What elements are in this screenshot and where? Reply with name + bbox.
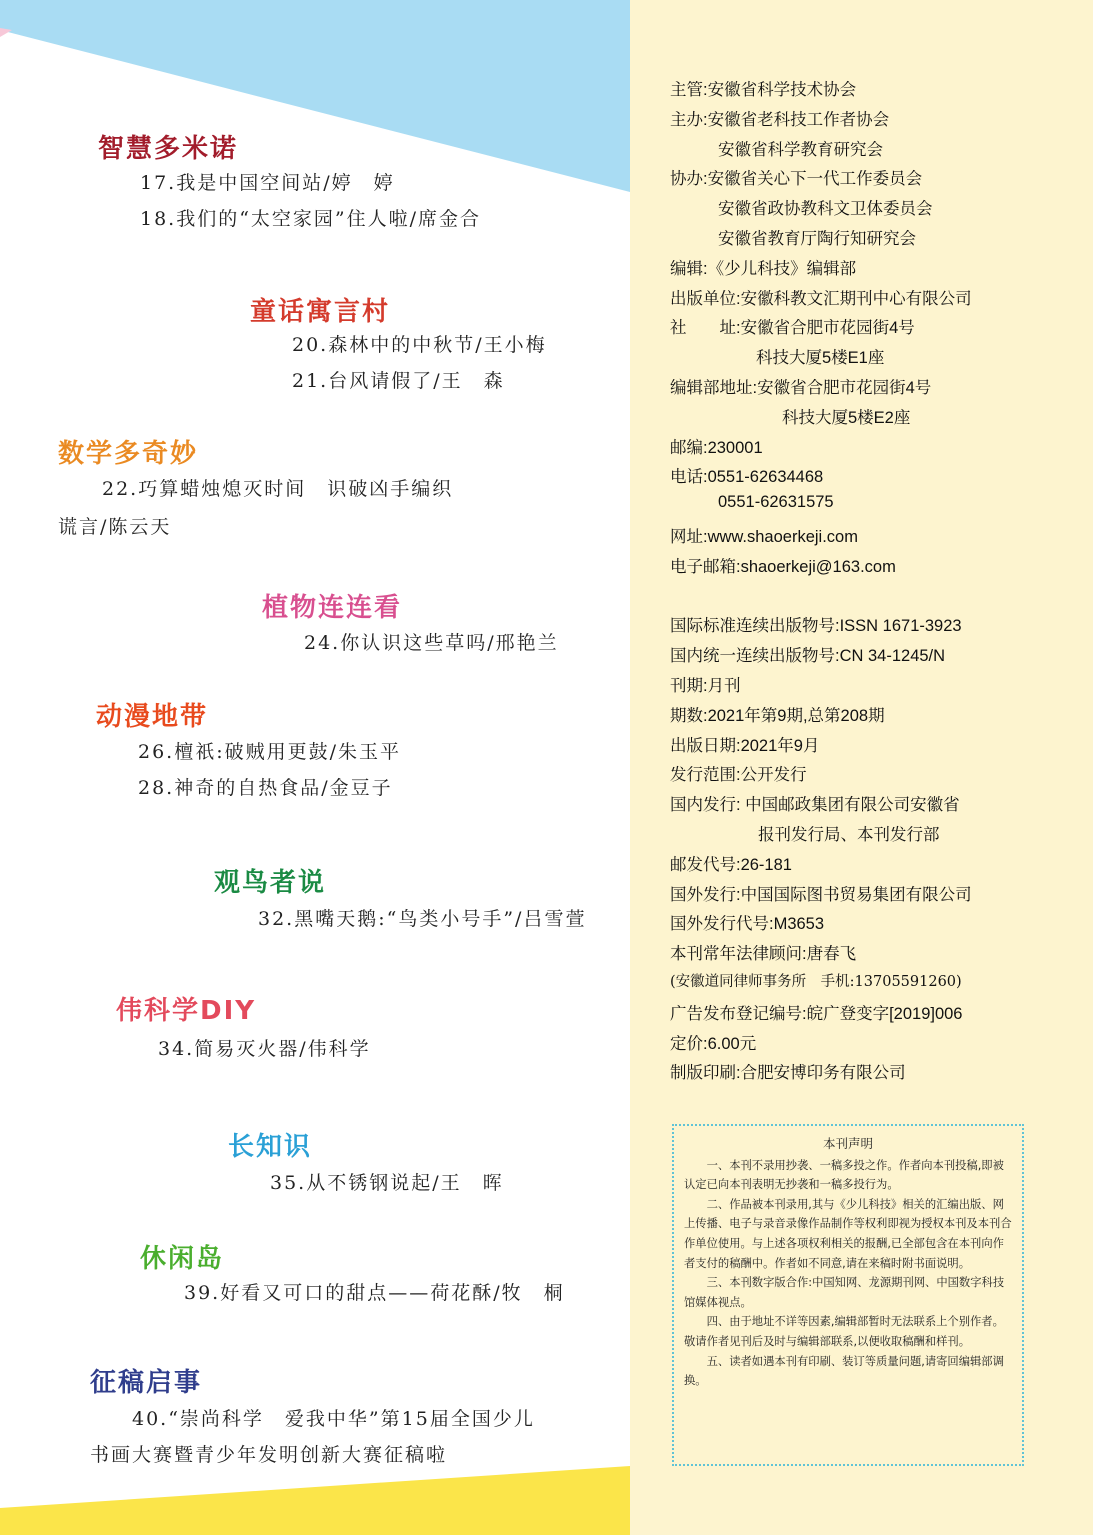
toc-entry: 34.简易灭火器/伟科学	[158, 1038, 371, 1060]
info-line: 出版单位:安徽科教文汇期刊中心有限公司	[670, 289, 972, 308]
info-line: 制版印刷:合肥安博印务有限公司	[670, 1064, 906, 1083]
section-title: 童话寓言村	[250, 297, 391, 327]
section-title: 长知识	[228, 1132, 313, 1162]
info-line: 出版日期:2021年9月	[670, 736, 820, 755]
info-line: 主办:安徽省老科技工作者协会	[670, 110, 890, 129]
info-line: 主管:安徽省科学技术协会	[670, 81, 857, 99]
info-line: 国内发行: 中国邮政集团有限公司安徽省	[670, 796, 960, 815]
toc-entry: 28.神奇的自热食品/金豆子	[138, 777, 393, 799]
info-line: 0551-62631575	[718, 493, 834, 512]
notice-box	[672, 1124, 1024, 1466]
info-line: 科技大厦5楼E1座	[756, 349, 885, 368]
info-line: 期数:2021年第9期,总第208期	[670, 706, 885, 725]
info-line: 邮发代号:26-181	[670, 855, 792, 874]
info-line: 本刊常年法律顾问:唐春飞	[670, 945, 857, 964]
info-line: 编辑部地址:安徽省合肥市花园街4号	[670, 379, 932, 397]
info-line: 国际标准连续出版物号:ISSN 1671-3923	[670, 617, 962, 636]
info-line: (安徽道同律师事务所 手机:13705591260)	[670, 974, 962, 990]
notice-paragraph: 二、作品被本刊录用,其与《少儿科技》相关的汇编出版、网上传播、电子与录音录像作品制作等权利即视为授权本刊及本刊合作单位使用。与上述各项权利相关的报酬,已全部包含在本刊向作者支付的稿酬中。作者如不同意,请在来稿时附书面说明。	[684, 1197, 1012, 1270]
info-line: 广告发布登记编号:皖广登变字[2019]006	[670, 1004, 963, 1023]
toc-entry: 书画大赛暨青少年发明创新大赛征稿啦	[90, 1444, 448, 1466]
notice-paragraph: 五、读者如遇本刊有印刷、装订等质量问题,请寄回编辑部调换。	[684, 1354, 1004, 1388]
toc-entry: 21.台风请假了/王 森	[292, 370, 505, 392]
notice-title: 本刊声明	[822, 1136, 873, 1151]
toc-entry: 39.好看又可口的甜点——荷花酥/牧 桐	[184, 1282, 565, 1304]
toc-entry: 18.我们的“太空家园”住人啦/席金合	[140, 208, 482, 230]
info-line: 安徽省教育厅陶行知研究会	[718, 230, 916, 248]
toc-entry: 26.檀祇:破贼用更鼓/朱玉平	[138, 741, 402, 763]
info-line: 邮编:230001	[670, 438, 763, 457]
section-title: 伟科学DIY	[116, 996, 257, 1026]
section-title: 数学多奇妙	[58, 439, 199, 469]
notice-paragraph: 四、由于地址不详等因素,编辑部暂时无法联系上个别作者。敬请作者见刊后及时与编辑部联系,以便收取稿酬和样刊。	[684, 1315, 1004, 1348]
info-line: 安徽省科学教育研究会	[718, 140, 883, 159]
info-line: 安徽省政协教科文卫体委员会	[718, 200, 933, 219]
info-line: 编辑:《少儿科技》编辑部	[670, 259, 857, 278]
notice-paragraph: 一、本刊不录用抄袭、一稿多投之作。作者向本刊投稿,即被认定已向本刊表明无抄袭和一稿多投行为。	[684, 1158, 1004, 1192]
info-line: 国外发行:中国国际图书贸易集团有限公司	[670, 885, 972, 904]
notice-paragraph: 三、本刊数字版合作:中国知网、龙源期刊网、中国数字科技馆媒体视点。	[684, 1276, 1005, 1309]
info-line: 报刊发行局、本刊发行部	[758, 826, 940, 844]
toc-entry: 32.黑嘴天鹅:“鸟类小号手”/吕雪萱	[258, 908, 587, 930]
toc-entry: 20.森林中的中秋节/王小梅	[292, 334, 547, 356]
section-title: 智慧多米诺	[98, 134, 239, 164]
info-line: 网址:www.shaoerkeji.com	[670, 528, 858, 546]
section-title: 征稿启事	[90, 1368, 203, 1398]
info-line: 社 址:安徽省合肥市花园街4号	[670, 319, 915, 338]
toc-entry: 35.从不锈钢说起/王 晖	[270, 1172, 504, 1194]
info-line: 协办:安徽省关心下一代工作委员会	[670, 170, 923, 189]
info-line: 国内统一连续出版物号:CN 34-1245/N	[670, 647, 946, 666]
toc-entry: 24.你认识这些草吗/邢艳兰	[304, 632, 559, 654]
section-title: 植物连连看	[262, 593, 403, 623]
info-line: 刊期:月刊	[670, 677, 741, 695]
info-line: 电子邮箱:shaoerkeji@163.com	[670, 557, 896, 576]
info-line: 发行范围:公开发行	[670, 766, 807, 785]
section-title: 休闲岛	[140, 1244, 225, 1274]
info-line: 电话:0551-62634468	[670, 468, 824, 487]
toc-entry: 40.“崇尚科学 爱我中华”第15届全国少儿	[132, 1408, 535, 1430]
toc-entry: 17.我是中国空间站/婷 婷	[140, 172, 395, 194]
section-title: 观鸟者说	[214, 868, 327, 898]
toc-entry: 22.巧算蜡烛熄灭时间 识破凶手编织	[102, 478, 454, 500]
info-line: 科技大厦5楼E2座	[782, 408, 911, 427]
info-line: 定价:6.00元	[670, 1034, 757, 1053]
section-title: 动漫地带	[96, 702, 209, 732]
info-line: 国外发行代号:M3653	[670, 915, 825, 934]
toc-entry: 谎言/陈云天	[58, 516, 172, 538]
